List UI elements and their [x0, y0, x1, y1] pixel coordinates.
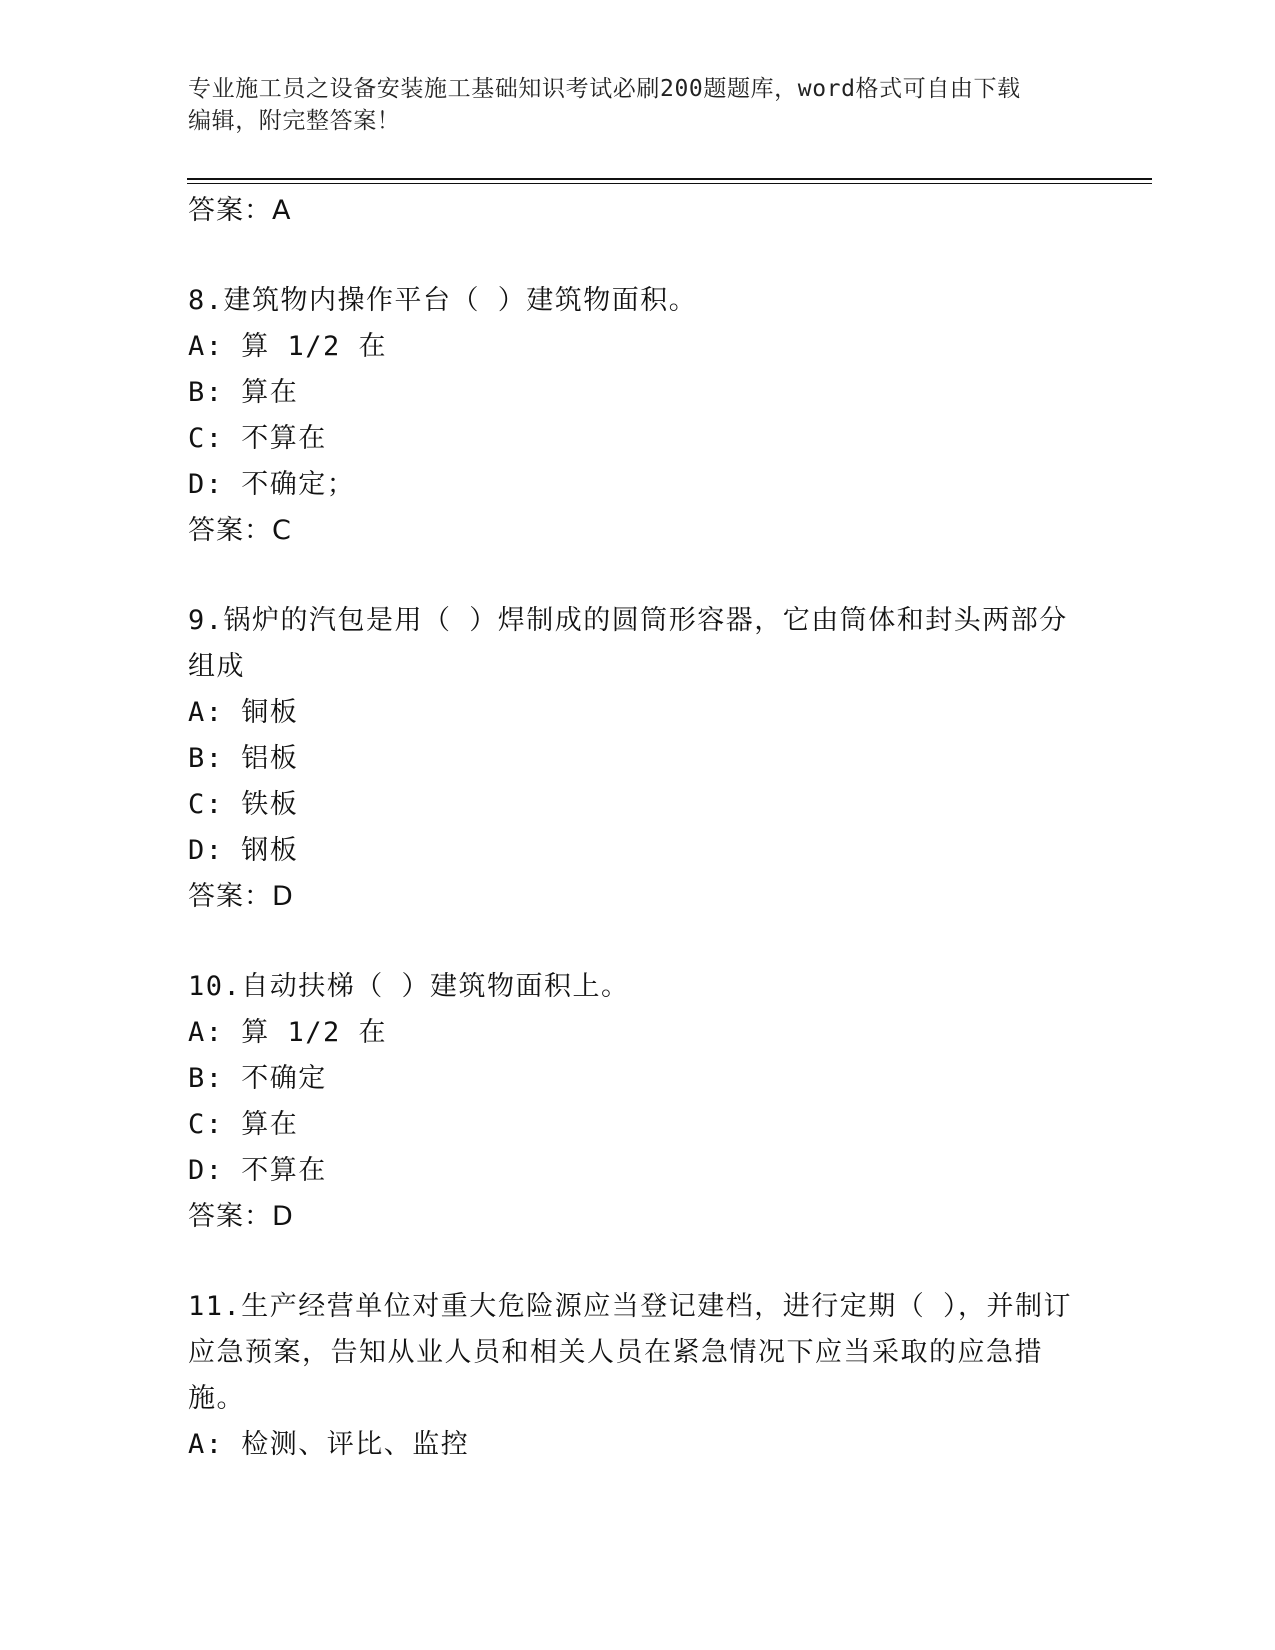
- option-c: C: 铁板: [188, 789, 299, 820]
- question-text: 8.建筑物内操作平台（ ）建筑物面积。: [188, 285, 698, 316]
- option-c: C: 不算在: [188, 423, 327, 454]
- option-d: D: 不算在: [188, 1155, 327, 1186]
- question-text: 10.自动扶梯（ ）建筑物面积上。: [188, 971, 630, 1002]
- option-a: A: 算 1/2 在: [188, 331, 388, 362]
- header-rule-thick: [187, 178, 1152, 180]
- option-c: C: 算在: [188, 1109, 299, 1140]
- option-b: B: 铝板: [188, 743, 299, 774]
- header-rule-thin: [187, 183, 1152, 184]
- option-b: B: 不确定: [188, 1063, 327, 1094]
- question-text: 9.锅炉的汽包是用（ ）焊制成的圆筒形容器，它由筒体和封头两部分组成: [188, 605, 1068, 682]
- question-block: [188, 1284, 1088, 1468]
- question-list: [188, 188, 1088, 1468]
- header-title-line-2: 编辑，附完整答案！: [188, 108, 401, 134]
- question-text: 11.生产经营单位对重大危险源应当登记建档，进行定期（ ），并制订应急预案，告知从业人员和相关人员在紧急情况下应当采取的应急措施。: [188, 1291, 1073, 1414]
- header-title-line-1: 专业施工员之设备安装施工基础知识考试必刷200题题库，word格式可自由下载: [188, 76, 1021, 102]
- answer-line: 答案：C: [188, 515, 292, 546]
- answer-line: 答案：A: [188, 195, 292, 226]
- answer-line: 答案：D: [188, 881, 294, 912]
- option-a: A: 检测、评比、监控: [188, 1429, 470, 1460]
- option-d: D: 钢板: [188, 835, 299, 866]
- question-block: [188, 598, 1088, 920]
- answer-line: 答案：D: [188, 1201, 294, 1232]
- question-block: [188, 964, 1088, 1240]
- option-a: A: 算 1/2 在: [188, 1017, 388, 1048]
- document-header: [188, 73, 1088, 137]
- option-a: A: 铜板: [188, 697, 299, 728]
- option-b: B: 算在: [188, 377, 299, 408]
- option-d: D: 不确定；: [188, 469, 356, 500]
- question-block: [188, 278, 1088, 554]
